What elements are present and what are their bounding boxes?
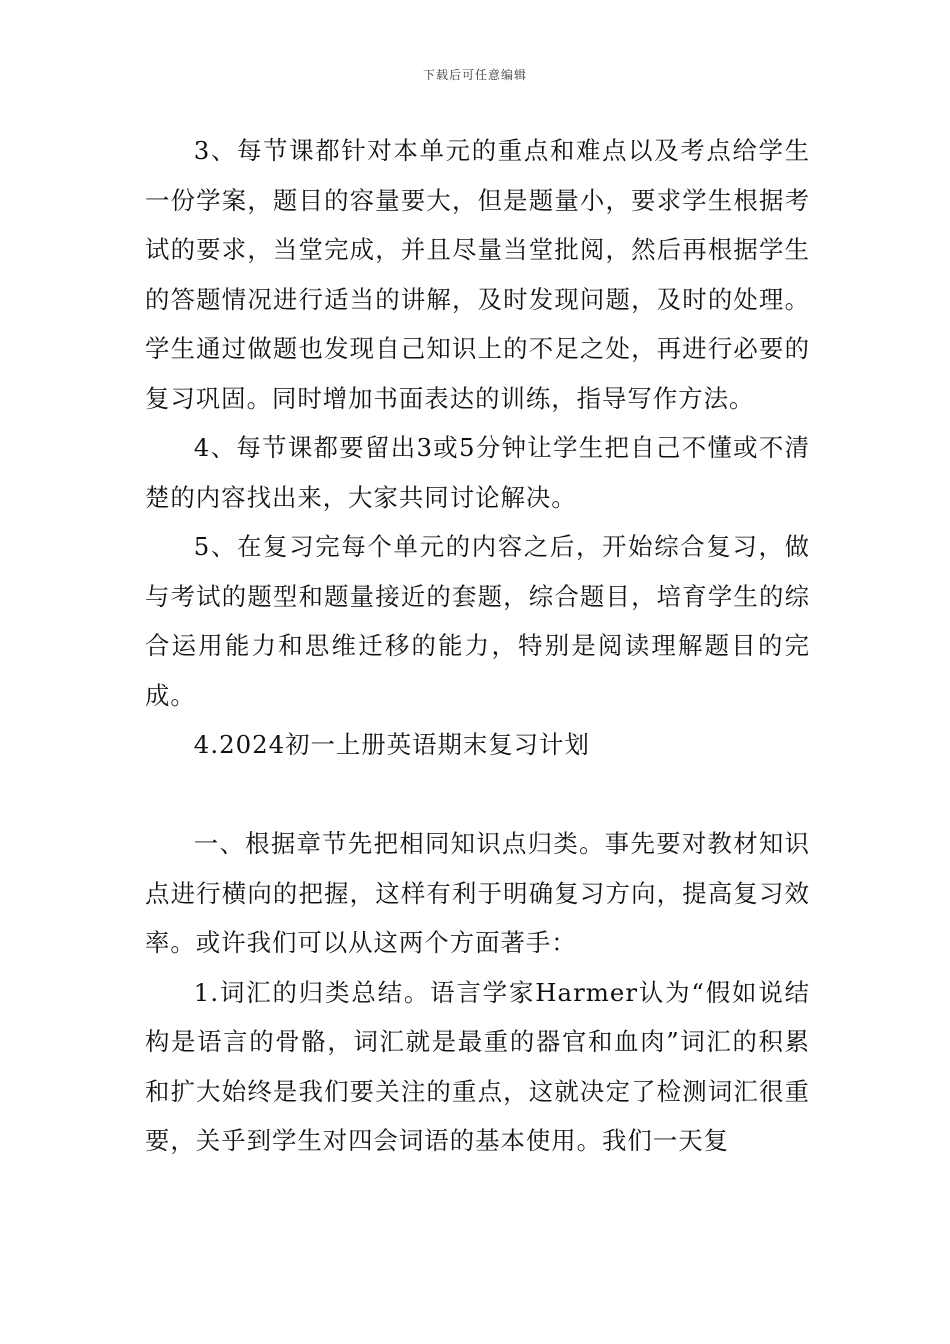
document-body <box>145 126 810 1166</box>
paragraph-point-3: 3、每节课都针对本单元的重点和难点以及考点给学生一份学案，题目的容量要大，但是题量小，要求学生根据考试的要求，当堂完成，并且尽量当堂批阅，然后再根据学生的答题情况进行适当的讲解，及时发现问题，及时的处理。学生通过做题也发现自己知识上的不足之处，再进行必要的复习巩固。同时增加书面表达的训练，指导写作方法。 <box>145 136 810 413</box>
paragraph-section-one: 一、根据章节先把相同知识点归类。事先要对教材知识点进行横向的把握，这样有利于明确复习方向，提高复习效率。或许我们可以从这两个方面著手： <box>145 829 810 957</box>
paragraph-point-5: 5、在复习完每个单元的内容之后，开始综合复习，做与考试的题型和题量接近的套题，综合题目，培育学生的综合运用能力和思维迁移的能力，特别是阅读理解题目的完成。 <box>145 532 810 710</box>
section-heading: 4.2024初一上册英语期末复习计划 <box>193 730 590 759</box>
paragraph-vocabulary: 1.词汇的归类总结。语言学家Harmer认为“假如说结构是语言的骨骼，词汇就是最重的器官和血肉”词汇的积累和扩大始终是我们要关注的重点，这就决定了检测词汇很重要，关乎到学生对四会词语的基本使用。我们一天复 <box>145 977 810 1155</box>
page-header: 下载后可任意编辑 <box>422 68 527 82</box>
paragraph-point-4: 4、每节课都要留出3或5分钟让学生把自己不懂或不清楚的内容找出来，大家共同讨论解决。 <box>145 433 810 512</box>
